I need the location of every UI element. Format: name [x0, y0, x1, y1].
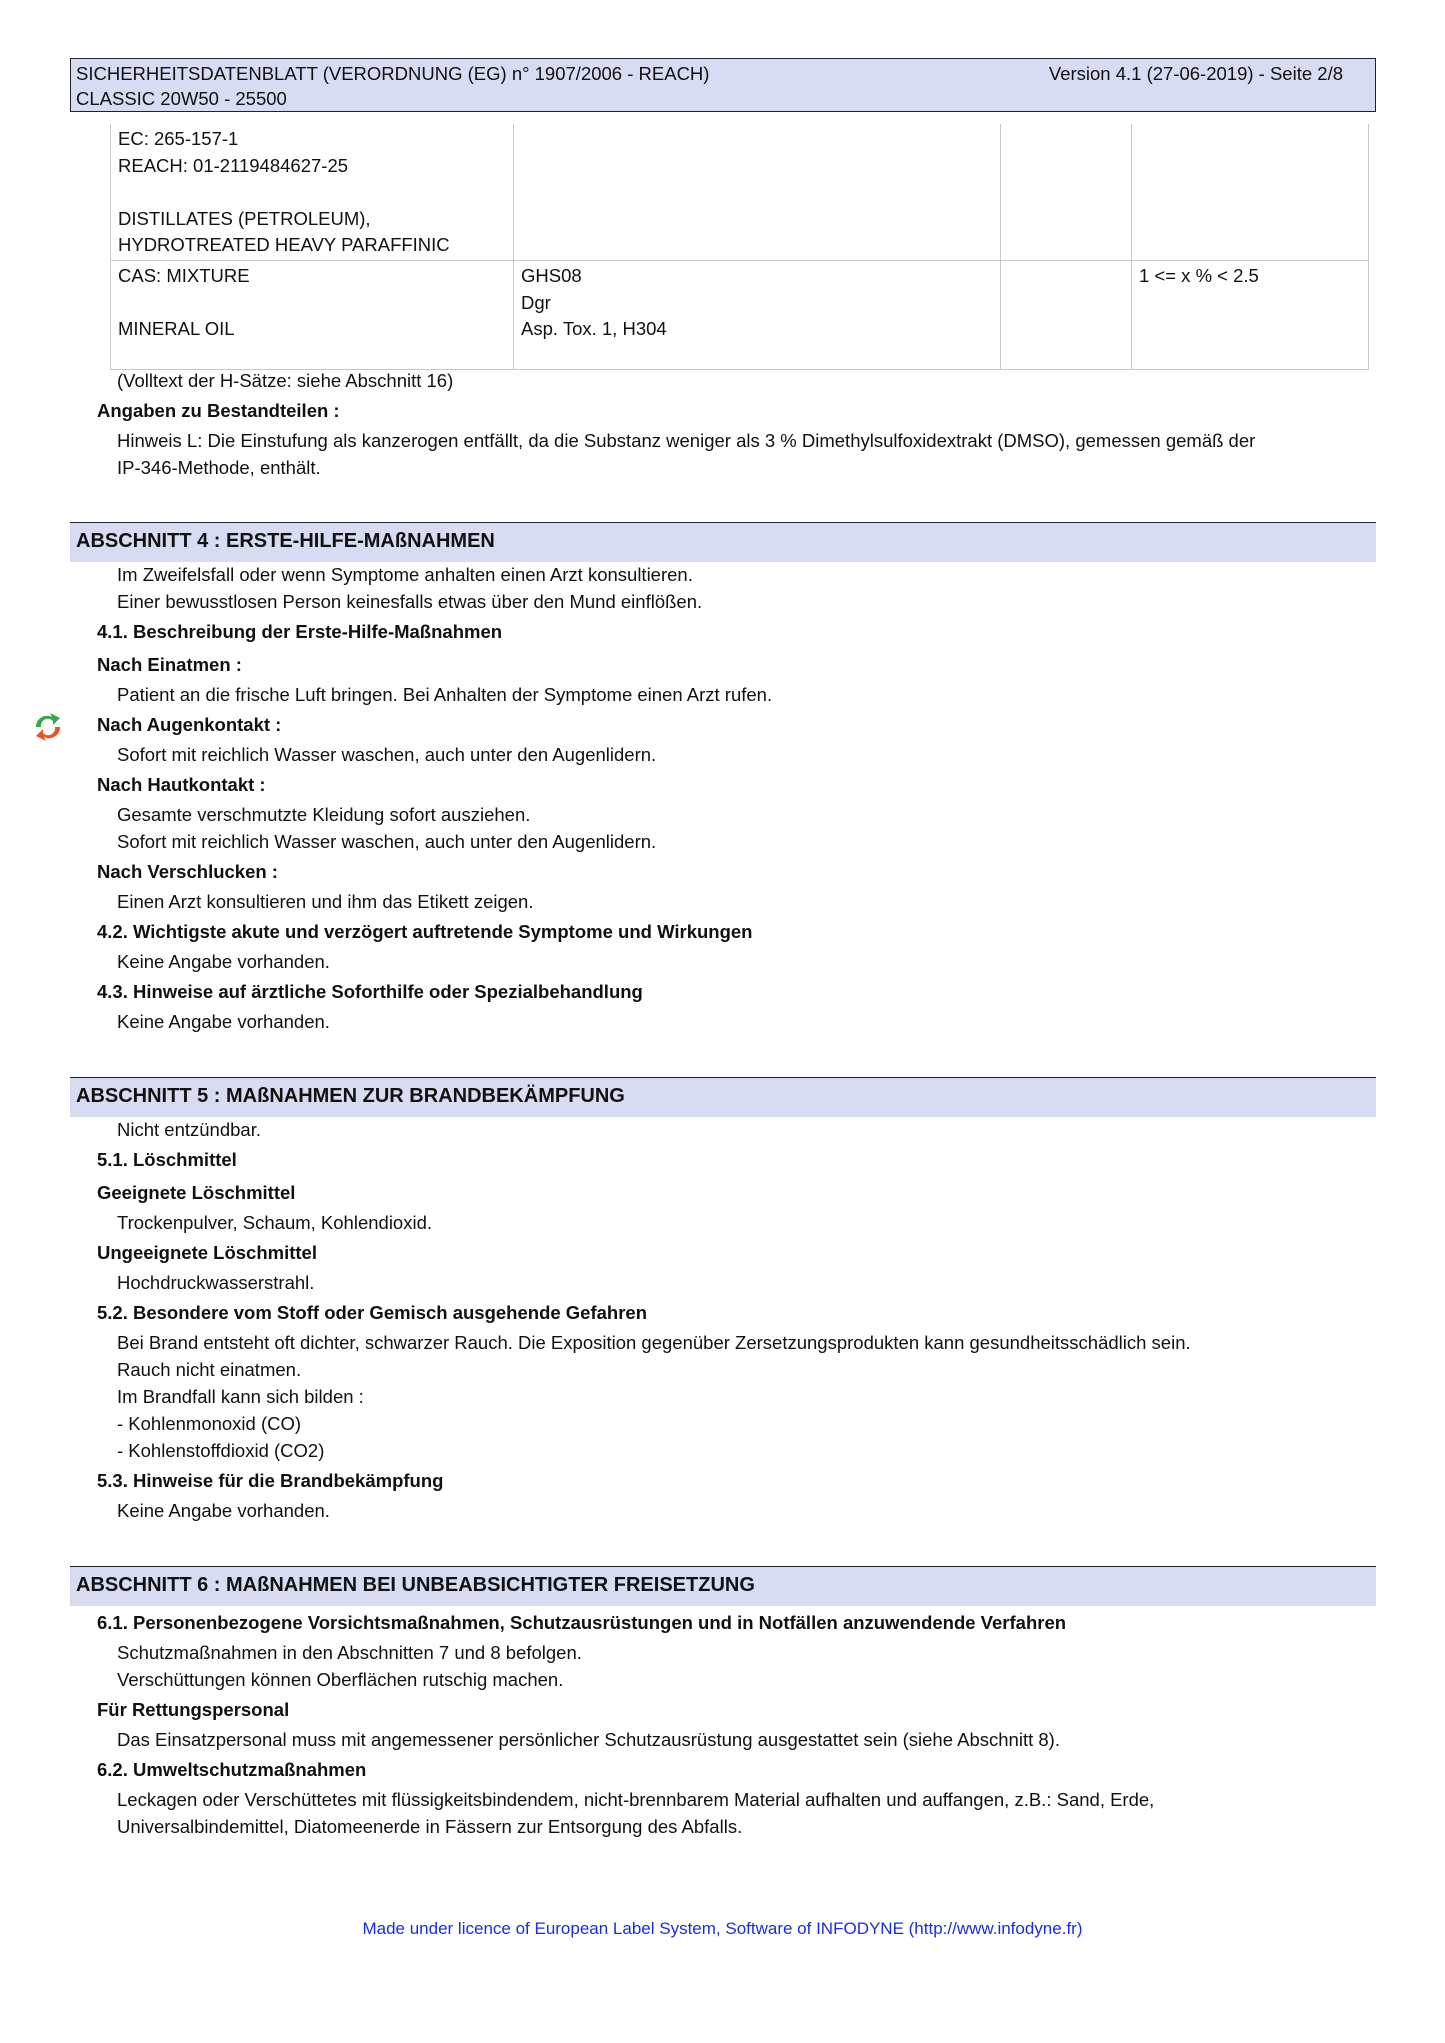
subsection-heading: 6.1. Personenbezogene Vorsichtsmaßnahmen, Schutzausrüstungen und in Notfällen anzuwendende Verfahren — [97, 1612, 1067, 1633]
table-row — [111, 261, 1369, 370]
section-5-header — [70, 1077, 1376, 1117]
paragraph: Sofort mit reichlich Wasser waschen, auch unter den Augenlidern. — [117, 744, 657, 765]
ingredients-text: IP-346-Methode, enthält. — [117, 457, 321, 478]
subheading: Nach Verschlucken : — [97, 861, 278, 882]
paragraph: Verschüttungen können Oberflächen rutschig machen. — [117, 1669, 564, 1690]
paragraph: Rauch nicht einatmen. — [117, 1359, 302, 1380]
footer-license-link[interactable]: Made under licence of European Label System, Software of INFODYNE (http://www.infodyne.fr) — [362, 1919, 1083, 1938]
subheading: Geeignete Löschmittel — [97, 1182, 296, 1203]
revision-arrows-icon — [32, 711, 64, 743]
subsection-heading: 6.2. Umweltschutzmaßnahmen — [97, 1759, 367, 1780]
subsection-heading: 5.1. Löschmittel — [97, 1149, 237, 1170]
section-4-header — [70, 522, 1376, 562]
concentration-cell — [1132, 124, 1369, 261]
paragraph: Nicht entzündbar. — [117, 1119, 261, 1140]
identifiers-cell: EC: 265-157-1 REACH: 01-2119484627-25 DISTILLATES (PETROLEUM), HYDROTREATED HEAVY PARAFFINIC — [111, 124, 514, 261]
subsection-heading: 4.3. Hinweise auf ärztliche Soforthilfe oder Spezialbehandlung — [97, 981, 643, 1002]
document-title: SICHERHEITSDATENBLATT (VERORDNUNG (EG) n° 1907/2006 - REACH) — [76, 63, 710, 84]
paragraph: Keine Angabe vorhanden. — [117, 1500, 330, 1521]
paragraph: Hochdruckwasserstrahl. — [117, 1272, 315, 1293]
ingredients-heading: Angaben zu Bestandteilen : — [97, 400, 340, 421]
subheading: Nach Einatmen : — [97, 654, 242, 675]
paragraph: Im Zweifelsfall oder wenn Symptome anhalten einen Arzt konsultieren. — [117, 564, 693, 585]
paragraph: Sofort mit reichlich Wasser waschen, auch unter den Augenlidern. — [117, 831, 657, 852]
paragraph: Gesamte verschmutzte Kleidung sofort ausziehen. — [117, 804, 531, 825]
paragraph: Schutzmaßnahmen in den Abschnitten 7 und 8 befolgen. — [117, 1642, 582, 1663]
subsection-heading: 5.2. Besondere vom Stoff oder Gemisch ausgehende Gefahren — [97, 1302, 648, 1323]
subsection-heading: 4.1. Beschreibung der Erste-Hilfe-Maßnahmen — [97, 621, 503, 642]
table-row — [111, 124, 1369, 261]
paragraph: Keine Angabe vorhanden. — [117, 1011, 330, 1032]
classification-cell — [514, 124, 1001, 261]
subheading: Für Rettungspersonal — [97, 1699, 290, 1720]
paragraph: Im Brandfall kann sich bilden : — [117, 1386, 364, 1407]
paragraph: Leckagen oder Verschüttetes mit flüssigkeitsbindendem, nicht-brennbarem Material aufhalten und auffangen, z.B.: Sand, Erde, — [117, 1789, 1155, 1810]
paragraph: Trockenpulver, Schaum, Kohlendioxid. — [117, 1212, 433, 1233]
paragraph: Keine Angabe vorhanden. — [117, 951, 330, 972]
subsection-heading: 5.3. Hinweise für die Brandbekämpfung — [97, 1470, 444, 1491]
subheading: Nach Augenkontakt : — [97, 714, 282, 735]
identifiers-cell: CAS: MIXTURE MINERAL OIL — [111, 261, 514, 370]
paragraph: Einen Arzt konsultieren und ihm das Etikett zeigen. — [117, 891, 534, 912]
section-title: ABSCHNITT 5 : MAßNAHMEN ZUR BRANDBEKÄMPFUNG — [76, 1085, 625, 1107]
product-name: CLASSIC 20W50 - 25500 — [76, 88, 287, 109]
version-page: Version 4.1 (27-06-2019) - Seite 2/8 — [1048, 63, 1343, 84]
list-item: - Kohlenstoffdioxid (CO2) — [117, 1440, 325, 1461]
ingredients-text: Hinweis L: Die Einstufung als kanzerogen entfällt, da die Substanz weniger als 3 % Dimethylsulfoxidextrakt (DMSO), gemessen gemäß der — [117, 430, 1256, 451]
subheading: Ungeeignete Löschmittel — [97, 1242, 317, 1263]
paragraph: Universalbindemittel, Diatomeenerde in Fässern zur Entsorgung des Abfalls. — [117, 1816, 743, 1837]
paragraph: Bei Brand entsteht oft dichter, schwarzer Rauch. Die Exposition gegenüber Zersetzungsprodukten kann gesundheitsschädlich sein. — [117, 1332, 1191, 1353]
section-6-header — [70, 1566, 1376, 1606]
subsection-heading: 4.2. Wichtigste akute und verzögert auftretende Symptome und Wirkungen — [97, 921, 753, 942]
note-cell — [1001, 261, 1132, 370]
concentration-cell: 1 <= x % < 2.5 — [1132, 261, 1369, 370]
classification-cell: GHS08 Dgr Asp. Tox. 1, H304 — [514, 261, 1001, 370]
h-statements-note: (Volltext der H-Sätze: siehe Abschnitt 16) — [117, 370, 454, 391]
components-table — [110, 124, 1369, 370]
section-title: ABSCHNITT 4 : ERSTE-HILFE-MAßNAHMEN — [76, 530, 495, 552]
note-cell — [1001, 124, 1132, 261]
subheading: Nach Hautkontakt : — [97, 774, 266, 795]
paragraph: Patient an die frische Luft bringen. Bei Anhalten der Symptome einen Arzt rufen. — [117, 684, 773, 705]
section-title: ABSCHNITT 6 : MAßNAHMEN BEI UNBEABSICHTIGTER FREISETZUNG — [76, 1574, 755, 1596]
paragraph: Das Einsatzpersonal muss mit angemessener persönlicher Schutzausrüstung ausgestattet sein (siehe Abschnitt 8). — [117, 1729, 1060, 1750]
paragraph: Einer bewusstlosen Person keinesfalls etwas über den Mund einflößen. — [117, 591, 703, 612]
document-header — [70, 58, 1376, 112]
list-item: - Kohlenmonoxid (CO) — [117, 1413, 302, 1434]
